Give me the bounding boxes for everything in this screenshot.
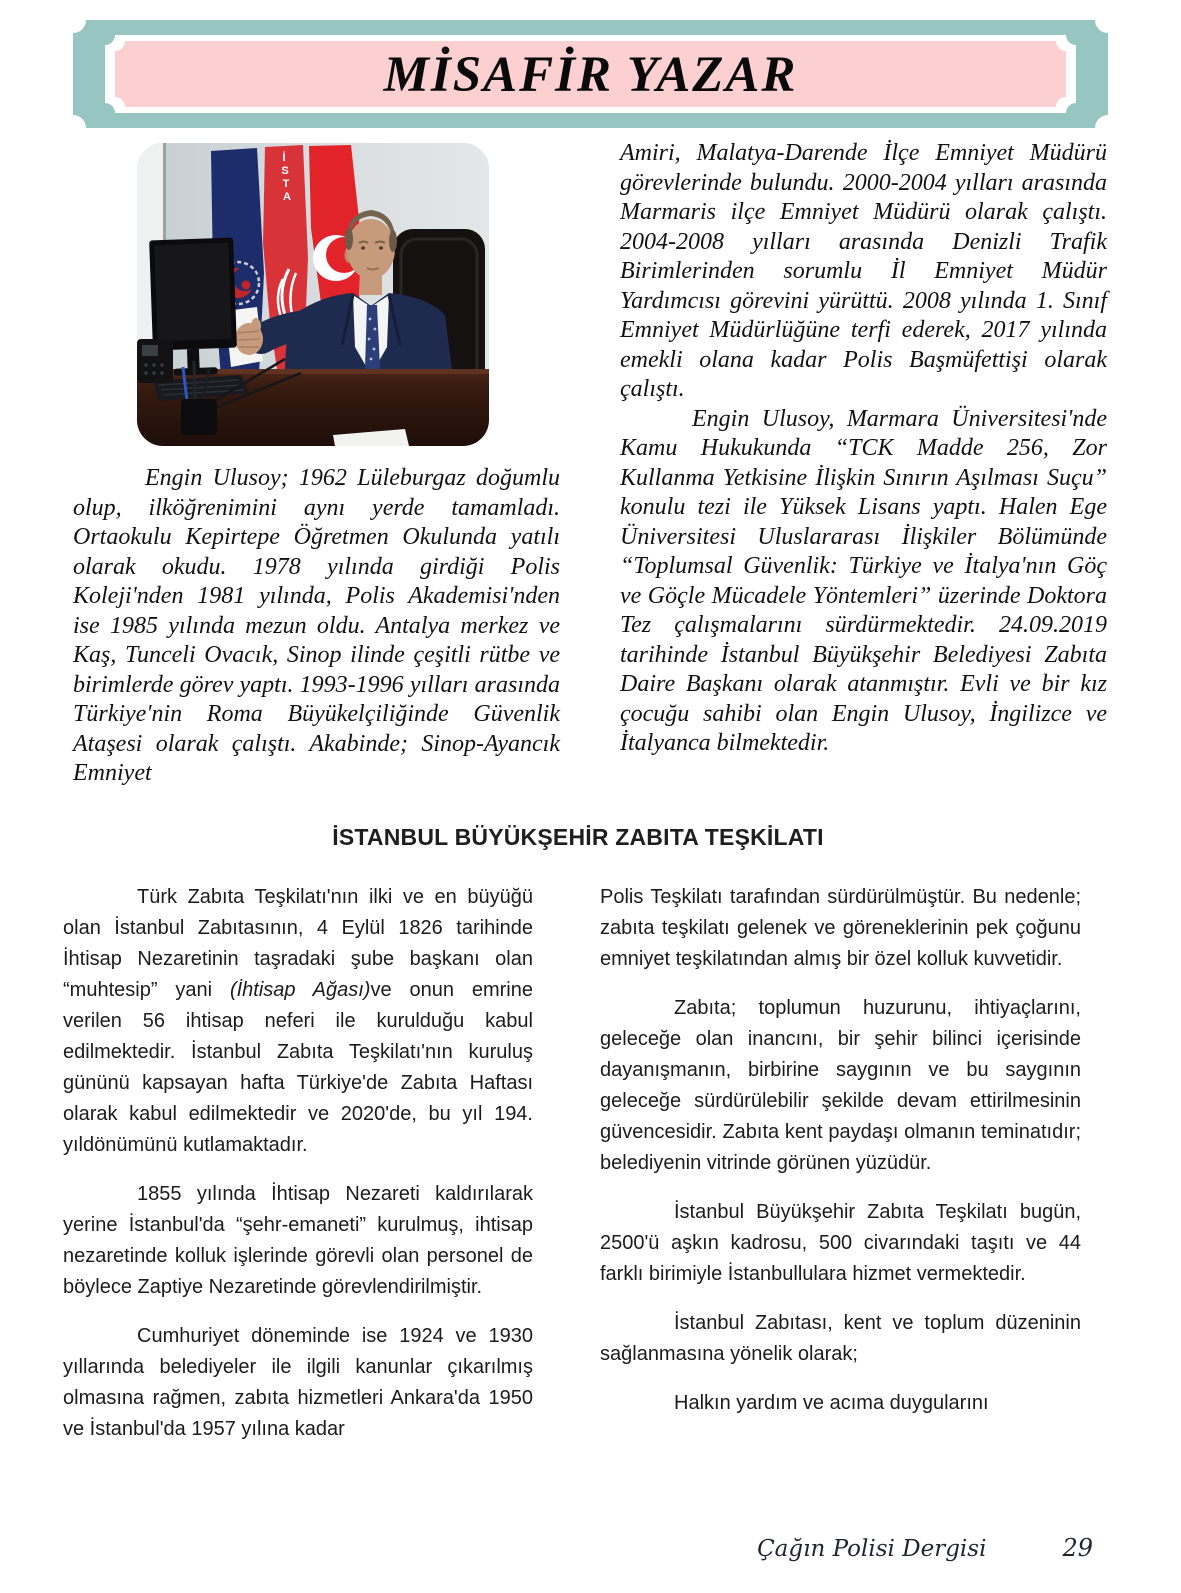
paragraph-italic-text: (İhtisap Ağası) bbox=[229, 979, 371, 1001]
article-paragraph bbox=[63, 882, 533, 1161]
page-number: 29 bbox=[1062, 1534, 1093, 1562]
bio-paragraph: Amiri, Malatya-Darende İlçe Emniyet Müdürü görevlerinde bulundu. 2000-2004 yılları arasında Marmaris ilçe Emniyet Müdürü olarak çalıştı. 2004-2008 yılları arasında Denizli Trafik Birimlerinden sorumlu İl Emniyet Müdür Yardımcısı görevini yürüttü. 2008 yılında 1. Sınıf Emniyet Müdürlüğüne terfi ederek, 2017 yılında emekli olana kadar Polis Başmüfettişi olarak çalıştı. bbox=[620, 140, 1107, 402]
svg-text:İ: İ bbox=[282, 152, 286, 164]
bio-paragraph: Engin Ulusoy; 1962 Lüleburgaz doğumlu olup, ilköğrenimini aynı yerde tamamladı. Ortaokulu Kepirtepe Öğretmen Okulunda yatılı olarak okudu. 1978 yılında girdiği Polis Koleji'nden 1981 yılında, Polis Akademisi'nden ise 1985 yılında mezun oldu. Antalya merkez ve Kaş, Tunceli Ovacık, Sinop ilinde çeşitli rütbe ve birimlerde görev yaptı. 1993-1996 yılları arasında Türkiye'nin Roma Büyükelçiliğinde Güvenlik Ataşesi olarak çalıştı. Akabinde; Sinop-Ayancık Emniyet bbox=[73, 465, 560, 786]
portrait-illustration bbox=[137, 143, 489, 446]
journal-name: Çağın Polisi Dergisi bbox=[757, 1536, 987, 1562]
article-paragraph: Cumhuriyet döneminde ise 1924 ve 1930 yıllarında belediyeler ile ilgili kanunlar çıkarılmış olmasına rağmen, zabıta hizmetleri Ankara'da 1950 ve İstanbul'da 1957 yılına kadar bbox=[63, 1325, 533, 1440]
svg-text:S: S bbox=[281, 165, 289, 177]
paragraph-text: Türk Zabıta Teşkilatı'nın ilki ve en büyüğü olan İstanbul Zabıtasının, 4 Eylül 1826 tarihinde İhtisap Nezaretinin taşradaki şube başkanı olan “muhtesip” yani bbox=[63, 886, 533, 1001]
paragraph-text: ve onun emrine verilen 56 ihtisap neferi ile kurulduğu kabul edilmektedir. İstanbul Zabıta Teşkilatı'nın kuruluş gününü kapsayan hafta Türkiye'de Zabıta Haftası olarak kabul edilmektedir ve 2020'de, bu yıl 194. yıldönümünü kutlamaktadır. bbox=[63, 979, 533, 1156]
article-paragraph: Halkın yardım ve acıma duygularını bbox=[674, 1392, 989, 1414]
desk-phone bbox=[137, 339, 173, 383]
article-paragraph: Polis Teşkilatı tarafından sürdürülmüştür. Bu nedenle; zabıta teşkilatı gelenek ve göreneklerinin pek çoğunu emniyet teşkilatından almış bir özel kolluk kuvvetidir. bbox=[600, 886, 1081, 970]
section-heading: İSTANBUL BÜYÜKŞEHİR ZABITA TEŞKİLATI bbox=[332, 824, 824, 850]
bio-paragraph: Engin Ulusoy, Marmara Üniversitesi'nde Kamu Hukukunda “TCK Madde 256, Zor Kullanma Yetkisine İlişkin Sınırın Aşılması Suçu” konulu tezi ile Yüksek Lisans yaptı. Halen Ege Üniversitesi Uluslararası İlişkiler Bölümünde “Toplumsal Güvenlik: Türkiye ve İtalya'nın Göç ve Göçle Mücadele Yöntemleri” üzerinde Doktora Tez çalışmalarını sürdürmektedir. 24.09.2019 tarihinde İstanbul Büyükşehir Belediyesi Zabıta Daire Başkanı olarak atanmıştır. Evli ve bir kız çocuğu sahibi olan Engin Ulusoy, İngilizce ve İtalyanca bilmektedir. bbox=[620, 405, 1107, 756]
svg-text:A: A bbox=[283, 191, 291, 203]
header-banner bbox=[73, 20, 1108, 128]
article-paragraph: Zabıta; toplumun huzurunu, ihtiyaçlarını, geleceğe olan inancını, bir şehir bilinci içerisinde dayanışmanın, birbirine saygının ve bu saygının geleceğe sürdürülebilir şekilde devam ettirilmesinin güvencesidir. Zabıta kent paydaşı olmanın teminatıdır; belediyenin vitrinde görünen yüzüdür. bbox=[600, 997, 1081, 1174]
article-column-left bbox=[63, 882, 533, 1445]
page-footer bbox=[63, 1534, 1093, 1562]
article-column-right bbox=[600, 882, 1081, 1419]
article-paragraph: İstanbul Büyükşehir Zabıta Teşkilatı bugün, 2500'ü aşkın kadrosu, 500 civarındaki taşıtı ve 44 farklı birimiyle İstanbullulara hizmet vermektedir. bbox=[600, 1201, 1081, 1285]
bio-column-right bbox=[620, 139, 1107, 759]
article-paragraph: İstanbul Zabıtası, kent ve toplum düzeninin sağlanmasına yönelik olarak; bbox=[600, 1312, 1081, 1365]
portrait-photo bbox=[137, 143, 489, 446]
article-paragraph: 1855 yılında İhtisap Nezareti kaldırılarak yerine İstanbul'da “şehr-emaneti” kurulmuş, ihtisap nezaretinde kolluk işlerinde görevli olan personel de böylece Zaptiye Nezaretinde görevlendirilmiştir. bbox=[63, 1183, 533, 1298]
page-title: MİSAFİR YAZAR bbox=[383, 47, 798, 103]
svg-text:T: T bbox=[282, 178, 290, 190]
bio-column-left bbox=[73, 464, 560, 789]
